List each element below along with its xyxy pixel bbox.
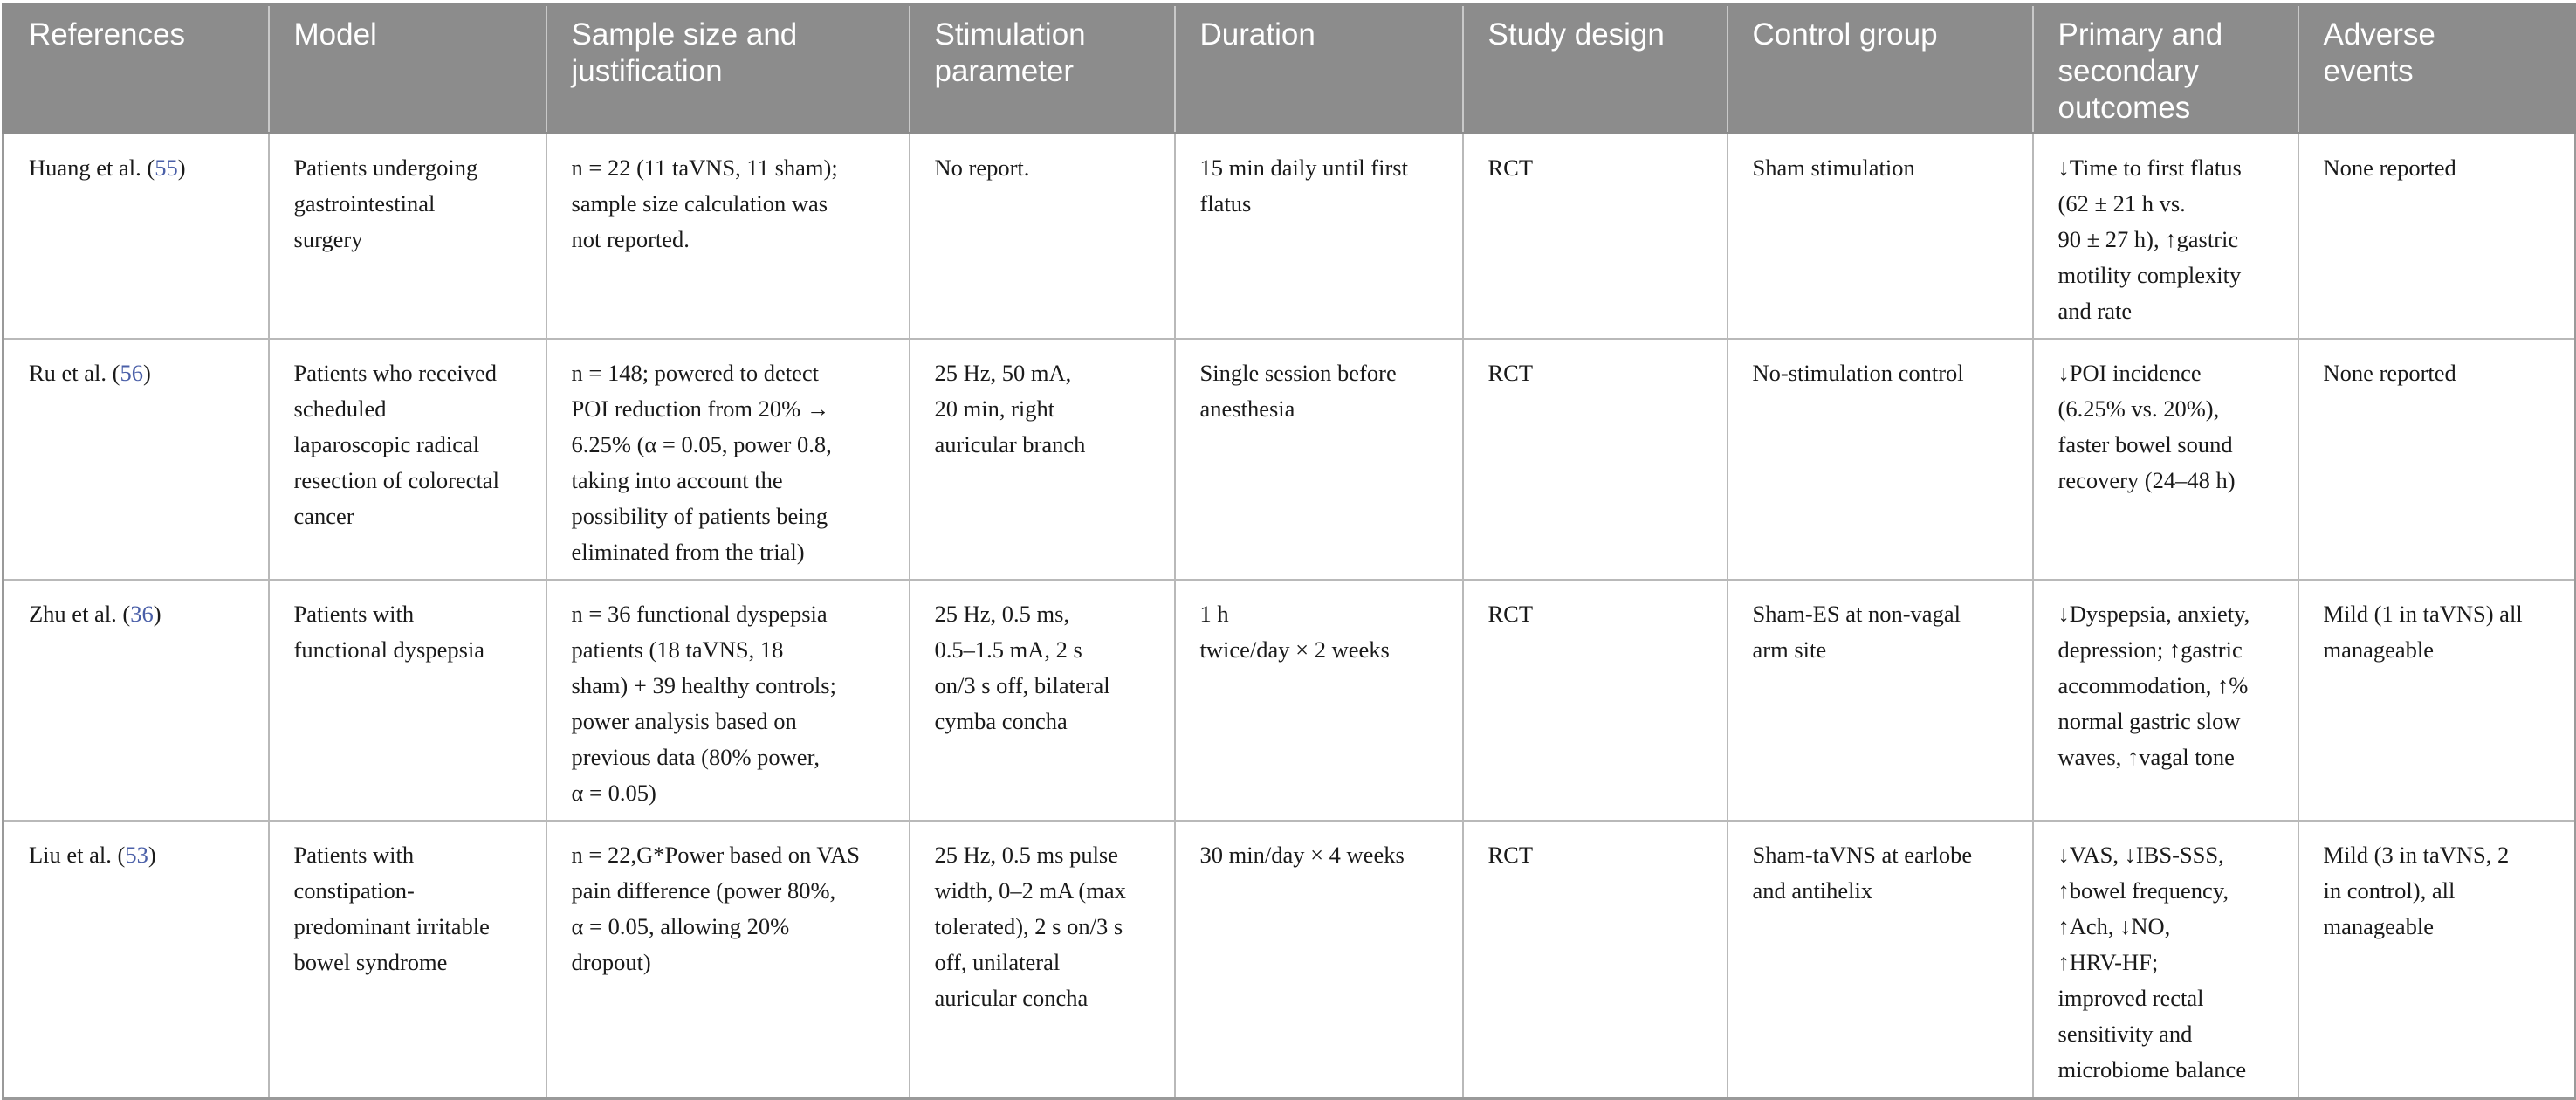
reference-author: Ru et al. ( <box>29 360 120 386</box>
cell-line: manageable <box>2323 636 2435 663</box>
outcomes-cell <box>2033 134 2298 340</box>
header-line: Duration <box>1199 17 1315 52</box>
header-duration <box>1175 5 1463 134</box>
header-stimulation <box>910 5 1175 134</box>
cell-line: None reported <box>2323 360 2456 386</box>
model-cell <box>269 134 546 340</box>
cell-line: Single session before <box>1199 360 1397 386</box>
control-cell <box>1728 134 2033 340</box>
model-cell <box>269 339 546 580</box>
header-line: Study design <box>1487 17 1665 52</box>
outcomes-cell <box>2033 821 2298 1098</box>
adverse-cell <box>2298 580 2576 821</box>
cell-line: ↓VAS, ↓IBS-SSS, <box>2057 842 2224 868</box>
cell-line: 0.5–1.5 mA, 2 s <box>934 636 1082 663</box>
header-line: Stimulation <box>934 17 1086 52</box>
header-row <box>3 5 2576 134</box>
cell-line: ↓Dyspepsia, anxiety, <box>2057 601 2250 627</box>
stimulation-cell <box>910 580 1175 821</box>
cell-line: predominant irritable <box>293 913 490 939</box>
cell-line: normal gastric slow <box>2057 708 2241 734</box>
cell-line: microbiome balance <box>2057 1056 2247 1083</box>
header-line: Adverse <box>2323 17 2435 52</box>
cell-line: on/3 s off, bilateral <box>934 672 1110 698</box>
cell-line: functional dyspepsia <box>293 636 485 663</box>
outcomes-cell <box>2033 339 2298 580</box>
reference-cell <box>3 134 269 340</box>
table-row <box>3 339 2576 580</box>
cell-line: Patients undergoing <box>293 155 478 181</box>
cell-line: 25 Hz, 50 mA, <box>934 360 1072 386</box>
cell-line: 20 min, right <box>934 395 1055 422</box>
cell-line: manageable <box>2323 913 2435 939</box>
header-model <box>269 5 546 134</box>
sample-cell <box>546 821 910 1098</box>
cell-line: (62 ± 21 h vs. <box>2057 190 2186 217</box>
sample-cell <box>546 580 910 821</box>
cell-line: Mild (3 in taVNS, 2 <box>2323 842 2510 868</box>
header-study-design <box>1463 5 1728 134</box>
header-sample-size <box>546 5 910 134</box>
cell-line: None reported <box>2323 155 2456 181</box>
cell-line: width, 0–2 mA (max <box>934 877 1126 904</box>
cell-line: (6.25% vs. 20%), <box>2057 395 2220 422</box>
cell-line: Patients with <box>293 842 415 868</box>
header-outcomes <box>2033 5 2298 134</box>
cell-line: ↑bowel frequency, <box>2057 877 2229 904</box>
cell-line: Mild (1 in taVNS) all <box>2323 601 2523 627</box>
cell-line: RCT <box>1487 842 1534 868</box>
cell-line: sham) + 39 healthy controls; <box>571 672 836 698</box>
cell-line: 30 min/day × 4 weeks <box>1199 842 1405 868</box>
duration-cell <box>1175 134 1463 340</box>
cell-line: off, unilateral <box>934 949 1061 975</box>
sample-cell <box>546 339 910 580</box>
cell-line: possibility of patients being <box>571 503 828 529</box>
stimulation-cell <box>910 339 1175 580</box>
design-cell <box>1463 580 1728 821</box>
cell-line: waves, ↑vagal tone <box>2057 744 2235 770</box>
header-line: secondary <box>2057 54 2199 88</box>
cell-line: dropout) <box>571 949 651 975</box>
stimulation-cell <box>910 821 1175 1098</box>
table-body <box>3 134 2576 1099</box>
cell-line: cancer <box>293 503 354 529</box>
study-table <box>2 3 2576 1100</box>
header-line: outcomes <box>2057 91 2191 125</box>
reference-author: Liu et al. ( <box>29 842 126 868</box>
cell-line: tolerated), 2 s on/3 s <box>934 913 1123 939</box>
cell-line: sensitivity and <box>2057 1021 2193 1047</box>
reference-link[interactable]: 53 <box>125 842 148 868</box>
stimulation-cell <box>910 134 1175 340</box>
cell-line: auricular concha <box>934 985 1089 1011</box>
cell-line: No report. <box>934 155 1030 181</box>
cell-line: in control), all <box>2323 877 2456 904</box>
duration-cell <box>1175 580 1463 821</box>
cell-line: n = 148; powered to detect <box>571 360 820 386</box>
reference-close: ) <box>148 842 156 868</box>
cell-line: faster bowel sound <box>2057 431 2233 457</box>
cell-line: previous data (80% power, <box>571 744 820 770</box>
cell-line: 25 Hz, 0.5 ms pulse <box>934 842 1119 868</box>
cell-line: flatus <box>1199 190 1252 217</box>
header-references <box>3 5 269 134</box>
cell-line: Patients with <box>293 601 415 627</box>
cell-line: 90 ± 27 h), ↑gastric <box>2057 226 2239 252</box>
header-line: References <box>29 17 185 52</box>
header-line: events <box>2323 54 2414 88</box>
adverse-cell <box>2298 134 2576 340</box>
reference-link[interactable]: 56 <box>120 360 143 386</box>
cell-line: α = 0.05) <box>571 780 656 806</box>
cell-line: 15 min daily until first <box>1199 155 1408 181</box>
cell-line: cymba concha <box>934 708 1068 734</box>
cell-line: twice/day × 2 weeks <box>1199 636 1390 663</box>
design-cell <box>1463 339 1728 580</box>
cell-line: No-stimulation control <box>1752 360 1964 386</box>
study-table-container <box>2 3 2574 1083</box>
cell-line: resection of colorectal <box>293 467 499 493</box>
reference-cell <box>3 580 269 821</box>
cell-line: patients (18 taVNS, 18 <box>571 636 784 663</box>
header-adverse-events <box>2298 5 2576 134</box>
cell-line: Sham stimulation <box>1752 155 1915 181</box>
adverse-cell <box>2298 339 2576 580</box>
cell-line: anesthesia <box>1199 395 1295 422</box>
design-cell <box>1463 821 1728 1098</box>
table-row <box>3 580 2576 821</box>
cell-line: eliminated from the trial) <box>571 539 805 565</box>
table-row <box>3 821 2576 1098</box>
cell-line: 6.25% (α = 0.05, power 0.8, <box>571 431 832 457</box>
cell-line: pain difference (power 80%, <box>571 877 836 904</box>
cell-line: depression; ↑gastric <box>2057 636 2243 663</box>
cell-line: ↑HRV-HF; <box>2057 949 2159 975</box>
reference-author: Huang et al. ( <box>29 155 155 181</box>
reference-link[interactable]: 55 <box>155 155 178 181</box>
cell-line: auricular branch <box>934 431 1086 457</box>
duration-cell <box>1175 339 1463 580</box>
header-line: Control group <box>1752 17 1938 52</box>
cell-line: n = 22 (11 taVNS, 11 sham); <box>571 155 838 181</box>
reference-close: ) <box>143 360 151 386</box>
adverse-cell <box>2298 821 2576 1098</box>
control-cell <box>1728 821 2033 1098</box>
cell-line: recovery (24–48 h) <box>2057 467 2236 493</box>
reference-cell <box>3 339 269 580</box>
design-cell <box>1463 134 1728 340</box>
header-line: Primary and <box>2057 17 2223 52</box>
header-line: Model <box>293 17 377 52</box>
model-cell <box>269 580 546 821</box>
cell-line: n = 22,G*Power based on VAS <box>571 842 860 868</box>
cell-line: α = 0.05, allowing 20% <box>571 913 790 939</box>
control-cell <box>1728 339 2033 580</box>
header-line: justification <box>571 54 723 88</box>
cell-line: ↓POI incidence <box>2057 360 2202 386</box>
table-header <box>3 5 2576 134</box>
cell-line: Sham-taVNS at earlobe <box>1752 842 1973 868</box>
outcomes-cell <box>2033 580 2298 821</box>
cell-line: and rate <box>2057 298 2133 324</box>
header-line: parameter <box>934 54 1075 88</box>
reference-author: Zhu et al. ( <box>29 601 131 627</box>
cell-line: sample size calculation was <box>571 190 828 217</box>
cell-line: RCT <box>1487 360 1534 386</box>
cell-line: bowel syndrome <box>293 949 448 975</box>
cell-line: n = 36 functional dyspepsia <box>571 601 828 627</box>
cell-line: surgery <box>293 226 363 252</box>
cell-line: RCT <box>1487 601 1534 627</box>
cell-line: constipation- <box>293 877 415 904</box>
cell-line: POI reduction from 20% → <box>571 395 830 422</box>
sample-cell <box>546 134 910 340</box>
header-control-group <box>1728 5 2033 134</box>
control-cell <box>1728 580 2033 821</box>
reference-close: ) <box>153 601 161 627</box>
cell-line: gastrointestinal <box>293 190 436 217</box>
model-cell <box>269 821 546 1098</box>
cell-line: accommodation, ↑% <box>2057 672 2249 698</box>
header-line: Sample size and <box>571 17 798 52</box>
table-row <box>3 134 2576 340</box>
duration-cell <box>1175 821 1463 1098</box>
cell-line: RCT <box>1487 155 1534 181</box>
cell-line: and antihelix <box>1752 877 1873 904</box>
cell-line: taking into account the <box>571 467 783 493</box>
cell-line: ↓Time to first flatus <box>2057 155 2242 181</box>
cell-line: power analysis based on <box>571 708 797 734</box>
reference-link[interactable]: 36 <box>130 601 154 627</box>
cell-line: Sham-ES at non-vagal <box>1752 601 1961 627</box>
cell-line: improved rectal <box>2057 985 2204 1011</box>
cell-line: laparoscopic radical <box>293 431 480 457</box>
cell-line: 1 h <box>1199 601 1229 627</box>
cell-line: scheduled <box>293 395 387 422</box>
reference-close: ) <box>177 155 186 181</box>
cell-line: Patients who received <box>293 360 498 386</box>
cell-line: 25 Hz, 0.5 ms, <box>934 601 1070 627</box>
cell-line: motility complexity <box>2057 262 2242 288</box>
cell-line: arm site <box>1752 636 1827 663</box>
reference-cell <box>3 821 269 1098</box>
cell-line: not reported. <box>571 226 690 252</box>
cell-line: ↑Ach, ↓NO, <box>2057 913 2171 939</box>
